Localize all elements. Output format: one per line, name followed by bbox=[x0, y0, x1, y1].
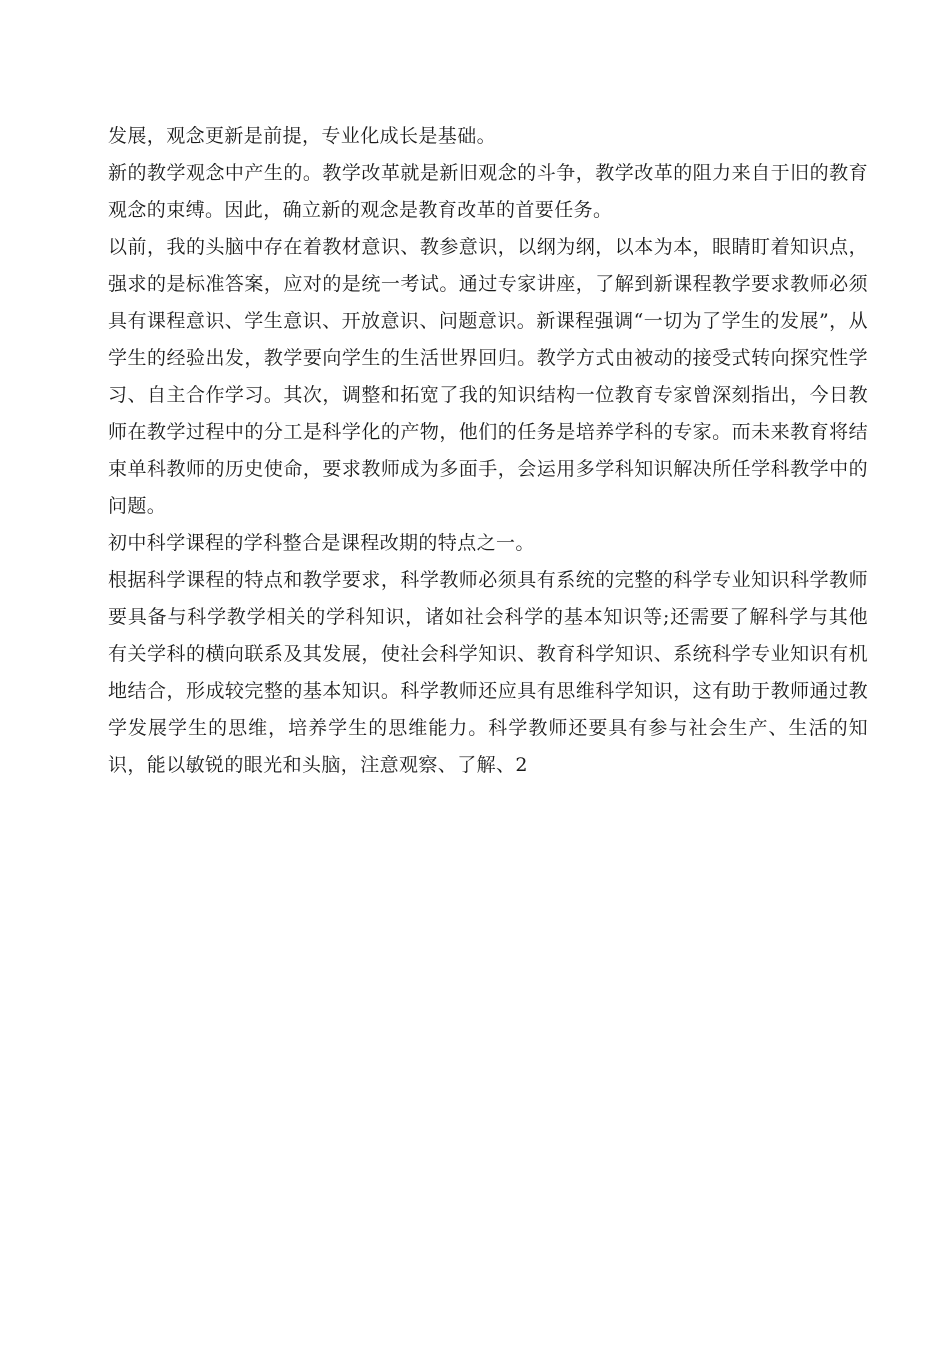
paragraph: 发展，观念更新是前提，专业化成长是基础。 bbox=[108, 125, 497, 147]
paragraph: 以前，我的头脑中存在着教材意识、教参意识，以纲为纲，以本为本，眼睛盯着知识点，强求的是标准答案，应对的是统一考试。通过专家讲座，了解到新课程教学要求教师必须具有课程意识、学生意识、开放意识、问题意识。新课程强调“一切为了学生的发展”，从学生的经验出发，教学要向学生的生活世界回归。教学方式由被动的接受式转向探究性学习、自主合作学习。其次，调整和拓宽了我的知识结构一位教育专家曾深刻指出，今日教师在教学过程中的分工是科学化的产物，他们的任务是培养学科的专家。而未来教育将结束单科教师的历史使命，要求教师成为多面手，会运用多学科知识解决所任学科教学中的问题。 bbox=[108, 236, 868, 517]
paragraph: 初中科学课程的学科整合是课程改期的特点之一。 bbox=[108, 532, 535, 554]
document-body bbox=[108, 118, 868, 784]
paragraph: 新的教学观念中产生的。教学改革就是新旧观念的斗争，教学改革的阻力来自于旧的教育观念的束缚。因此，确立新的观念是教育改革的首要任务。 bbox=[108, 162, 868, 221]
paragraph: 根据科学课程的特点和教学要求，科学教师必须具有系统的完整的科学专业知识科学教师要具备与科学教学相关的学科知识，诸如社会科学的基本知识等;还需要了解科学与其他有关学科的横向联系及其发展，使社会科学知识、教育科学知识、系统科学专业知识有机地结合，形成较完整的基本知识。科学教师还应具有思维科学知识，这有助于教师通过教学发展学生的思维，培养学生的思维能力。科学教师还要具有参与社会生产、生活的知识，能以敏锐的眼光和头脑，注意观察、了解、2 bbox=[108, 569, 868, 776]
